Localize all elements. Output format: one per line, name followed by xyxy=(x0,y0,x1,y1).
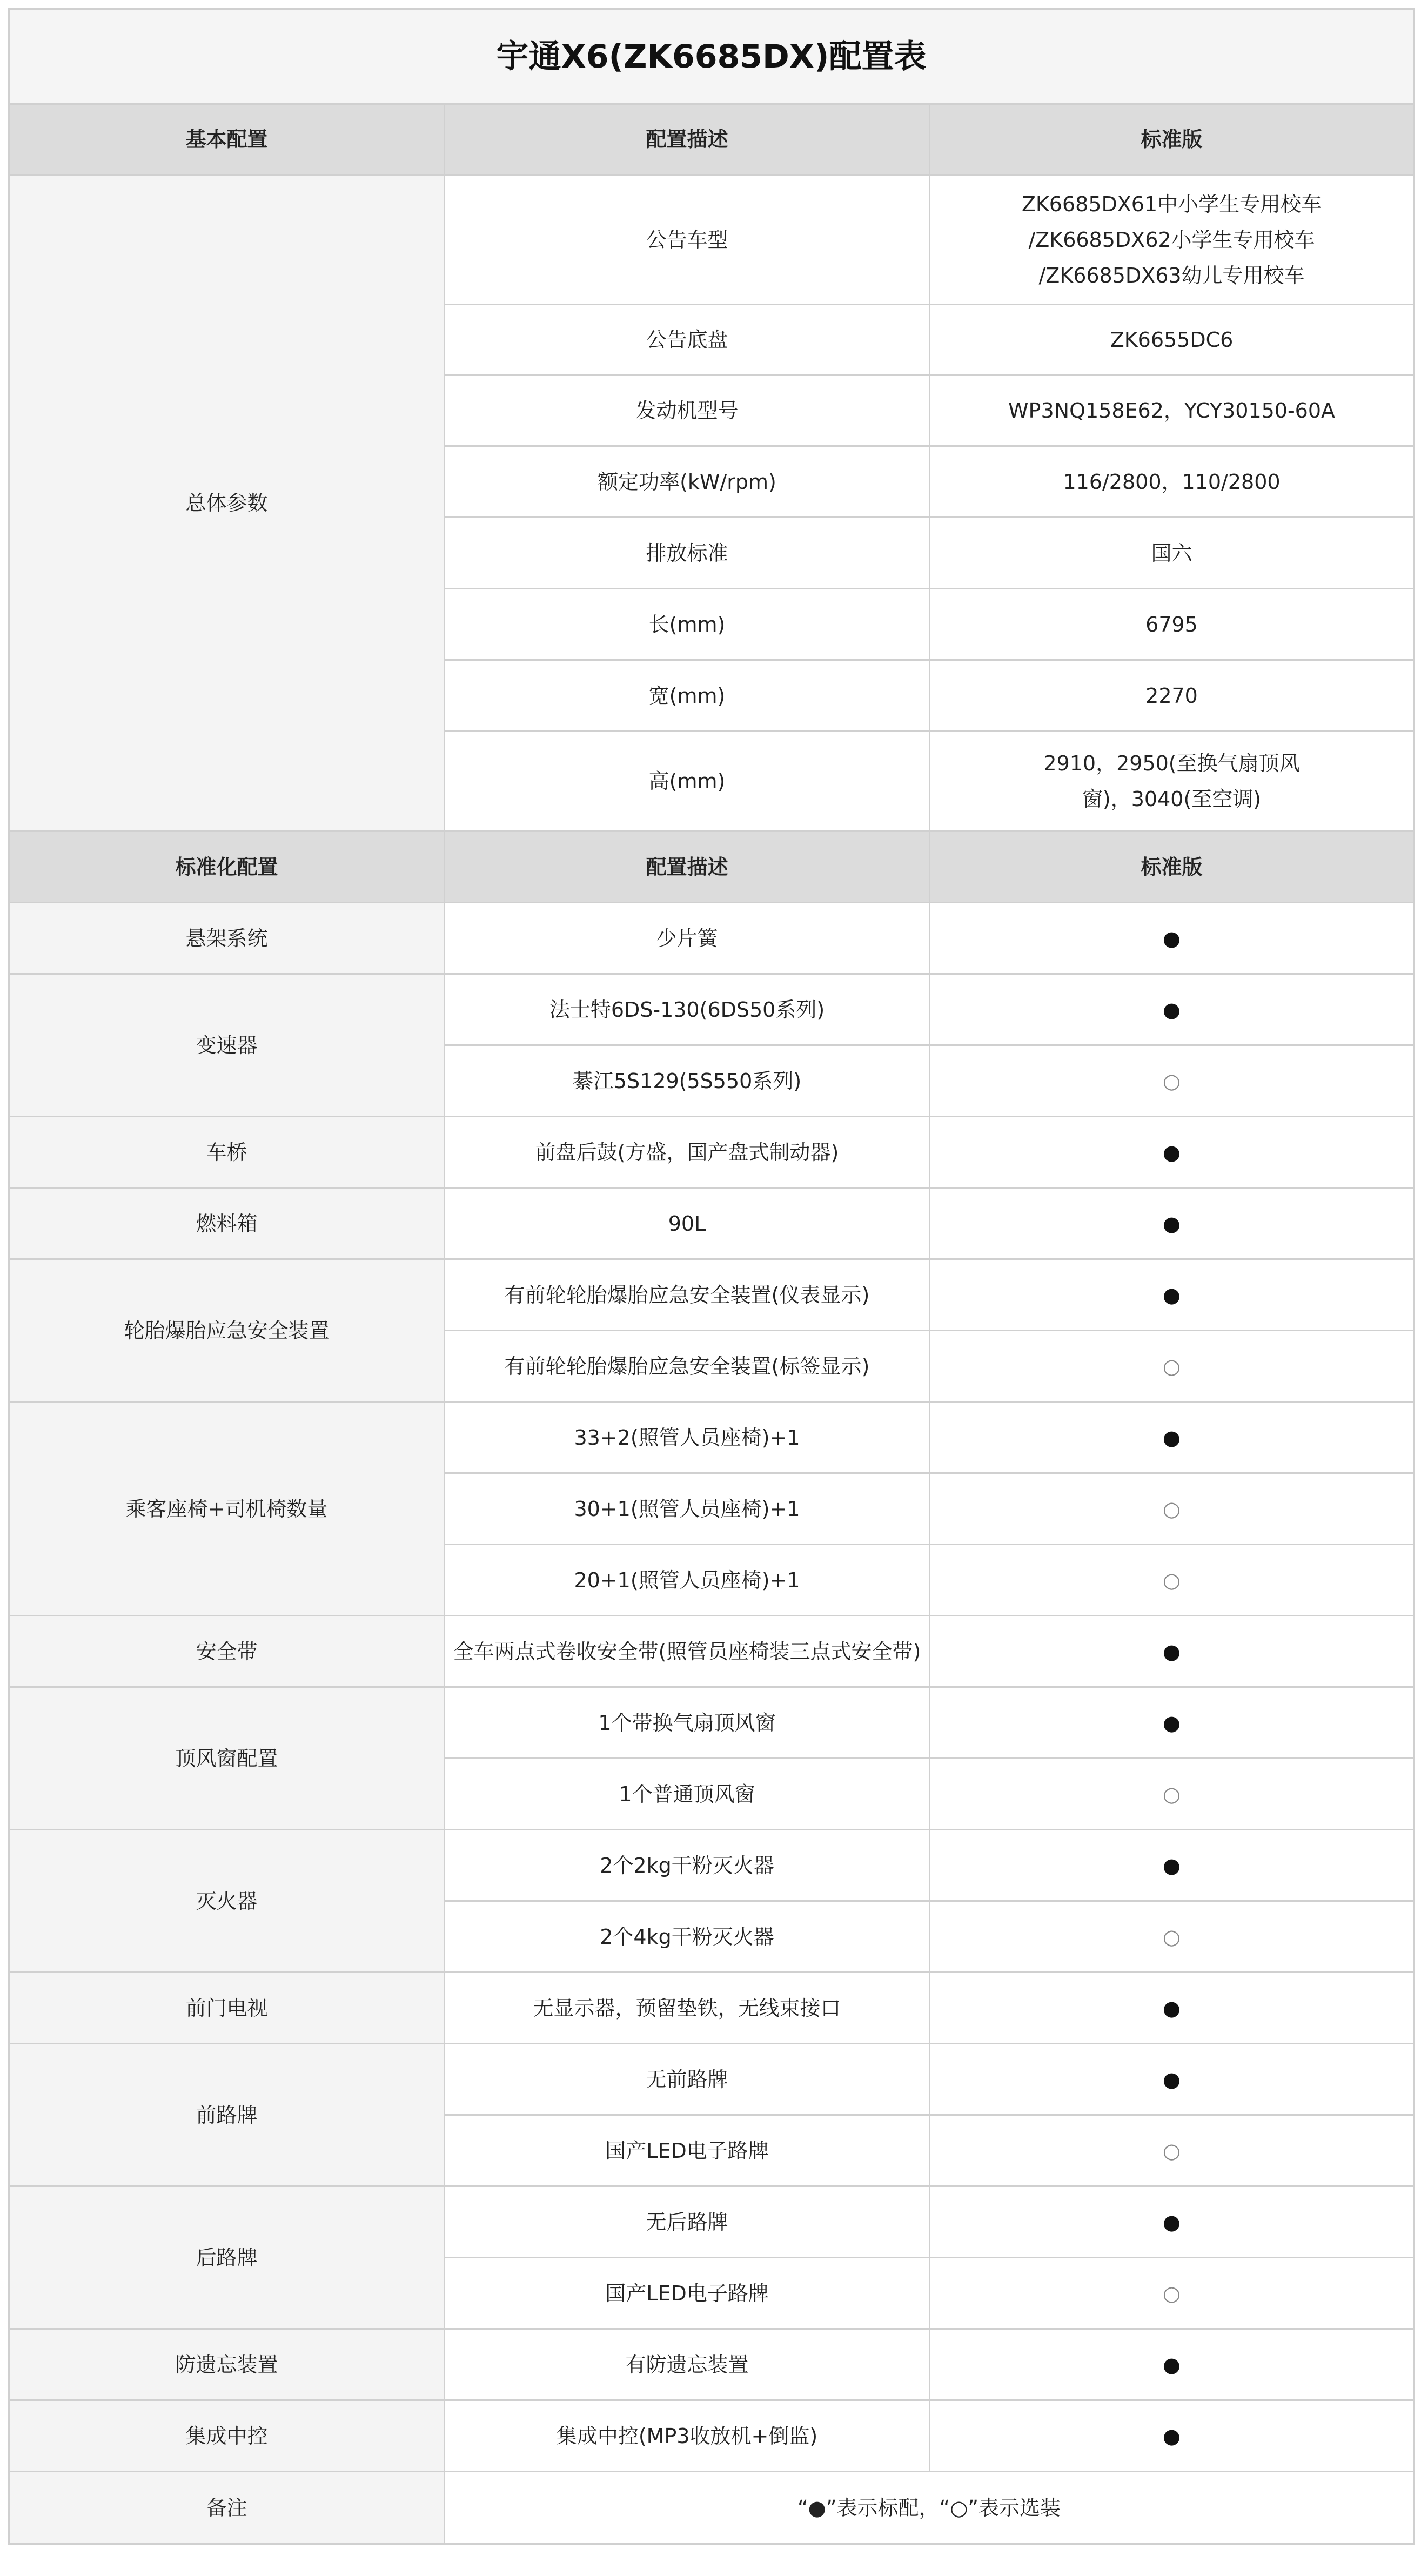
param-name: 宽(mm) xyxy=(445,660,930,732)
config-desc: 无后路牌 xyxy=(445,2186,930,2258)
remark-row xyxy=(9,2472,1414,2544)
param-value: ZK6655DC6 xyxy=(930,305,1414,375)
standard-mark-icon: ● xyxy=(930,1830,1414,1901)
header-row-basic xyxy=(9,104,1414,175)
table-row xyxy=(9,2400,1414,2472)
table-row xyxy=(9,1117,1414,1188)
config-desc: 33+2(照管人员座椅)+1 xyxy=(445,1402,930,1473)
config-desc: 集成中控(MP3收放机+倒监) xyxy=(445,2400,930,2472)
config-item-name: 后路牌 xyxy=(9,2186,445,2329)
table-row xyxy=(9,2044,1414,2115)
config-item-name: 灭火器 xyxy=(9,1830,445,1973)
config-item-name: 燃料箱 xyxy=(9,1188,445,1259)
optional-mark-icon: ○ xyxy=(930,1545,1414,1616)
standard-mark-icon: ● xyxy=(930,1259,1414,1331)
config-desc: 无前路牌 xyxy=(445,2044,930,2115)
standard-mark-icon: ● xyxy=(930,2044,1414,2115)
param-name: 额定功率(kW/rpm) xyxy=(445,446,930,518)
config-desc: 有前轮轮胎爆胎应急安全装置(仪表显示) xyxy=(445,1259,930,1331)
config-desc: 90L xyxy=(445,1188,930,1259)
param-value: 国六 xyxy=(930,518,1414,589)
param-value: 116/2800，110/2800 xyxy=(930,446,1414,518)
optional-mark-icon: ○ xyxy=(930,1759,1414,1830)
remark-text: “●”表示标配，“○”表示选装 xyxy=(445,2472,1414,2544)
param-value: 2910，2950(至换气扇顶风 窗)，3040(至空调) xyxy=(930,732,1414,831)
header-standard-edition: 标准版 xyxy=(930,104,1414,175)
config-item-name: 前路牌 xyxy=(9,2044,445,2186)
table-row xyxy=(9,1973,1414,2044)
config-desc: 2个4kg干粉灭火器 xyxy=(445,1901,930,1973)
config-desc: 20+1(照管人员座椅)+1 xyxy=(445,1545,930,1616)
table-row xyxy=(9,1687,1414,1759)
config-item-name: 乘客座椅+司机椅数量 xyxy=(9,1402,445,1616)
config-item-name: 悬架系统 xyxy=(9,903,445,974)
table-row xyxy=(9,1830,1414,1901)
page-title: 宇通X6(ZK6685DX)配置表 xyxy=(9,9,1414,104)
config-desc: 全车两点式卷收安全带(照管员座椅装三点式安全带) xyxy=(445,1616,930,1687)
config-table xyxy=(8,8,1415,2545)
standard-mark-icon: ● xyxy=(930,1616,1414,1687)
config-item-name: 轮胎爆胎应急安全装置 xyxy=(9,1259,445,1402)
config-desc: 有前轮轮胎爆胎应急安全装置(标签显示) xyxy=(445,1331,930,1402)
standard-mark-icon: ● xyxy=(930,2400,1414,2472)
table-row xyxy=(9,903,1414,974)
config-desc: 2个2kg干粉灭火器 xyxy=(445,1830,930,1901)
config-desc: 有防遗忘装置 xyxy=(445,2329,930,2400)
table-row xyxy=(9,175,1414,305)
standard-mark-icon: ● xyxy=(930,2329,1414,2400)
config-desc: 国产LED电子路牌 xyxy=(445,2115,930,2186)
config-item-name: 前门电视 xyxy=(9,1973,445,2044)
table-row xyxy=(9,1616,1414,1687)
config-desc: 国产LED电子路牌 xyxy=(445,2258,930,2329)
optional-mark-icon: ○ xyxy=(930,1473,1414,1545)
config-item-name: 安全带 xyxy=(9,1616,445,1687)
header-config-desc: 配置描述 xyxy=(445,104,930,175)
config-item-name: 车桥 xyxy=(9,1117,445,1188)
optional-mark-icon: ○ xyxy=(930,1901,1414,1973)
config-desc: 前盘后鼓(方盛，国产盘式制动器) xyxy=(445,1117,930,1188)
param-value: 6795 xyxy=(930,589,1414,660)
header-row-standard xyxy=(9,831,1414,903)
standard-mark-icon: ● xyxy=(930,1188,1414,1259)
table-row xyxy=(9,1259,1414,1331)
config-item-name: 集成中控 xyxy=(9,2400,445,2472)
config-desc: 30+1(照管人员座椅)+1 xyxy=(445,1473,930,1545)
config-desc: 法士特6DS-130(6DS50系列) xyxy=(445,974,930,1045)
config-desc: 无显示器，预留垫铁，无线束接口 xyxy=(445,1973,930,2044)
optional-mark-icon: ○ xyxy=(930,2115,1414,2186)
group-label-general: 总体参数 xyxy=(9,175,445,831)
table-row xyxy=(9,2329,1414,2400)
header-basic-config: 基本配置 xyxy=(9,104,445,175)
standard-mark-icon: ● xyxy=(930,1117,1414,1188)
standard-mark-icon: ● xyxy=(930,903,1414,974)
param-value: 2270 xyxy=(930,660,1414,732)
config-desc: 1个带换气扇顶风窗 xyxy=(445,1687,930,1759)
param-name: 高(mm) xyxy=(445,732,930,831)
param-value: ZK6685DX61中小学生专用校车 /ZK6685DX62小学生专用校车 /ZK6685DX63幼儿专用校车 xyxy=(930,175,1414,305)
config-desc: 1个普通顶风窗 xyxy=(445,1759,930,1830)
standard-mark-icon: ● xyxy=(930,1687,1414,1759)
optional-mark-icon: ○ xyxy=(930,1045,1414,1117)
standard-mark-icon: ● xyxy=(930,974,1414,1045)
param-name: 发动机型号 xyxy=(445,375,930,446)
remark-label: 备注 xyxy=(9,2472,445,2544)
header-standard-edition: 标准版 xyxy=(930,831,1414,903)
config-item-name: 顶风窗配置 xyxy=(9,1687,445,1830)
standard-mark-icon: ● xyxy=(930,1402,1414,1473)
table-row xyxy=(9,1188,1414,1259)
table-row xyxy=(9,1402,1414,1473)
config-item-name: 防遗忘装置 xyxy=(9,2329,445,2400)
param-name: 长(mm) xyxy=(445,589,930,660)
param-value: WP3NQ158E62，YCY30150-60A xyxy=(930,375,1414,446)
standard-mark-icon: ● xyxy=(930,1973,1414,2044)
standard-mark-icon: ● xyxy=(930,2186,1414,2258)
param-name: 排放标准 xyxy=(445,518,930,589)
optional-mark-icon: ○ xyxy=(930,1331,1414,1402)
table-row xyxy=(9,2186,1414,2258)
table-row xyxy=(9,974,1414,1045)
param-name: 公告底盘 xyxy=(445,305,930,375)
header-standard-config: 标准化配置 xyxy=(9,831,445,903)
optional-mark-icon: ○ xyxy=(930,2258,1414,2329)
config-desc: 少片簧 xyxy=(445,903,930,974)
param-name: 公告车型 xyxy=(445,175,930,305)
header-config-desc: 配置描述 xyxy=(445,831,930,903)
config-item-name: 变速器 xyxy=(9,974,445,1117)
config-desc: 綦江5S129(5S550系列) xyxy=(445,1045,930,1117)
